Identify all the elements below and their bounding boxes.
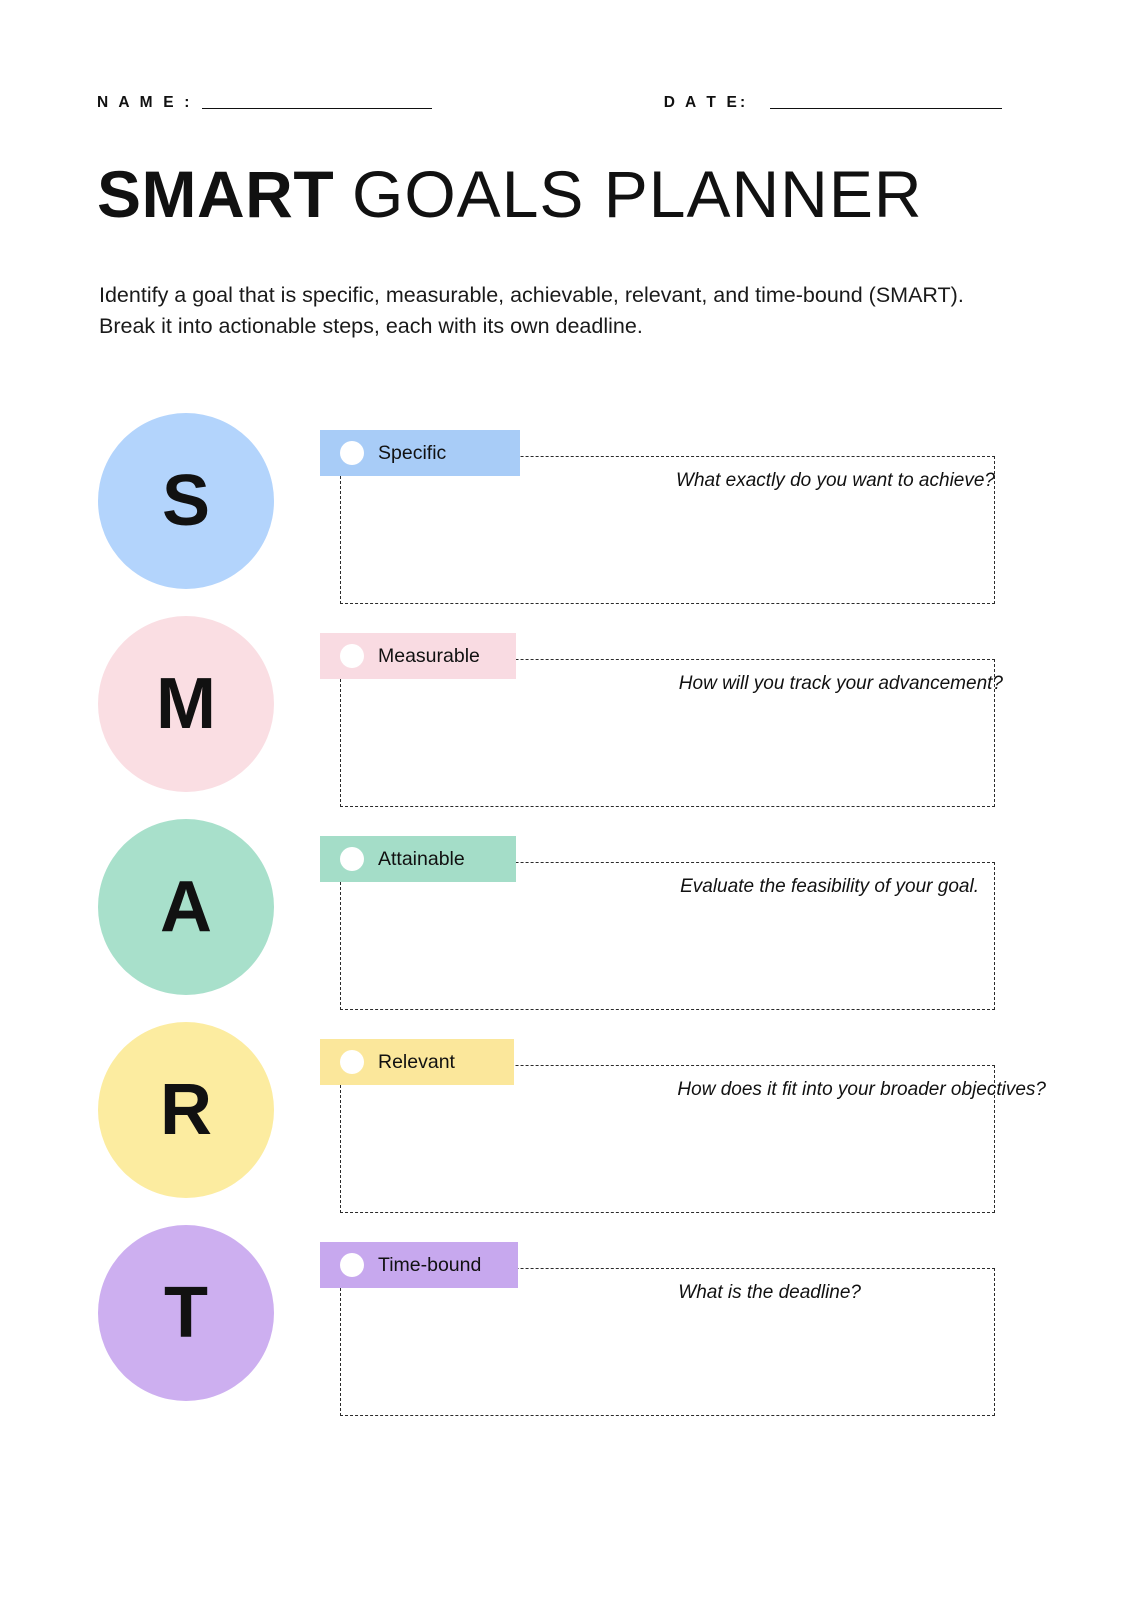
letter-badge-r [98, 1022, 274, 1198]
criterion-prompt: What exactly do you want to achieve? [676, 470, 995, 491]
letter-badge-t-text: T [164, 1273, 208, 1353]
criterion-prompt: How will you track your advancement? [678, 673, 1003, 694]
criterion-label: Attainable [378, 847, 465, 870]
answer-field-time-bound[interactable] [340, 1268, 995, 1416]
bullet-circle-icon [340, 644, 364, 668]
criterion-tab-relevant[interactable] [320, 1039, 514, 1085]
criterion-label: Relevant [378, 1050, 455, 1073]
letter-badge-a-text: A [160, 867, 212, 947]
criterion-tab-attainable[interactable] [320, 836, 516, 882]
bullet-circle-icon [340, 1253, 364, 1277]
page-title-light: GOALS PLANNER [352, 157, 923, 231]
date-field-group [664, 95, 1003, 113]
criterion-label: Time-bound [378, 1253, 482, 1276]
smart-row-measurable [0, 616, 1131, 819]
date-input-line[interactable] [770, 108, 1002, 109]
letter-badge-m [98, 616, 274, 792]
criterion-tab-measurable[interactable] [320, 633, 516, 679]
criterion-label: Measurable [378, 644, 480, 667]
letter-badge-s [98, 413, 274, 589]
criterion-tab-time-bound[interactable] [320, 1242, 518, 1288]
smart-row-attainable [0, 819, 1131, 1022]
letter-badge-a [98, 819, 274, 995]
bullet-circle-icon [340, 1050, 364, 1074]
intro-paragraph: Identify a goal that is specific, measurable, achievable, relevant, and time-bound (SMART). Break it into actionable steps, each with its own deadline. [99, 283, 964, 338]
bullet-circle-icon [340, 847, 364, 871]
criterion-tab-specific[interactable] [320, 430, 520, 476]
name-label: N A M E : [97, 93, 193, 111]
letter-badge-t [98, 1225, 274, 1401]
bullet-circle-icon [340, 441, 364, 465]
name-field-group [97, 95, 432, 113]
criterion-prompt: How does it fit into your broader objectives? [677, 1079, 1046, 1100]
letter-badge-s-text: S [161, 461, 211, 541]
letter-badge-m-text: M [156, 664, 216, 744]
page-title-bold: SMART [97, 157, 335, 231]
criterion-prompt: What is the deadline? [678, 1282, 861, 1303]
date-label: D A T E: [663, 93, 749, 111]
criterion-prompt: Evaluate the feasibility of your goal. [680, 876, 979, 897]
letter-badge-r-text: R [160, 1070, 212, 1150]
smart-rows [0, 413, 1131, 1428]
criterion-label: Specific [378, 441, 447, 464]
form-header [97, 82, 997, 112]
smart-row-specific [0, 413, 1131, 616]
name-input-line[interactable] [202, 108, 432, 109]
smart-row-time-bound [0, 1225, 1131, 1428]
smart-row-relevant [0, 1022, 1131, 1225]
page-title [97, 157, 1057, 231]
